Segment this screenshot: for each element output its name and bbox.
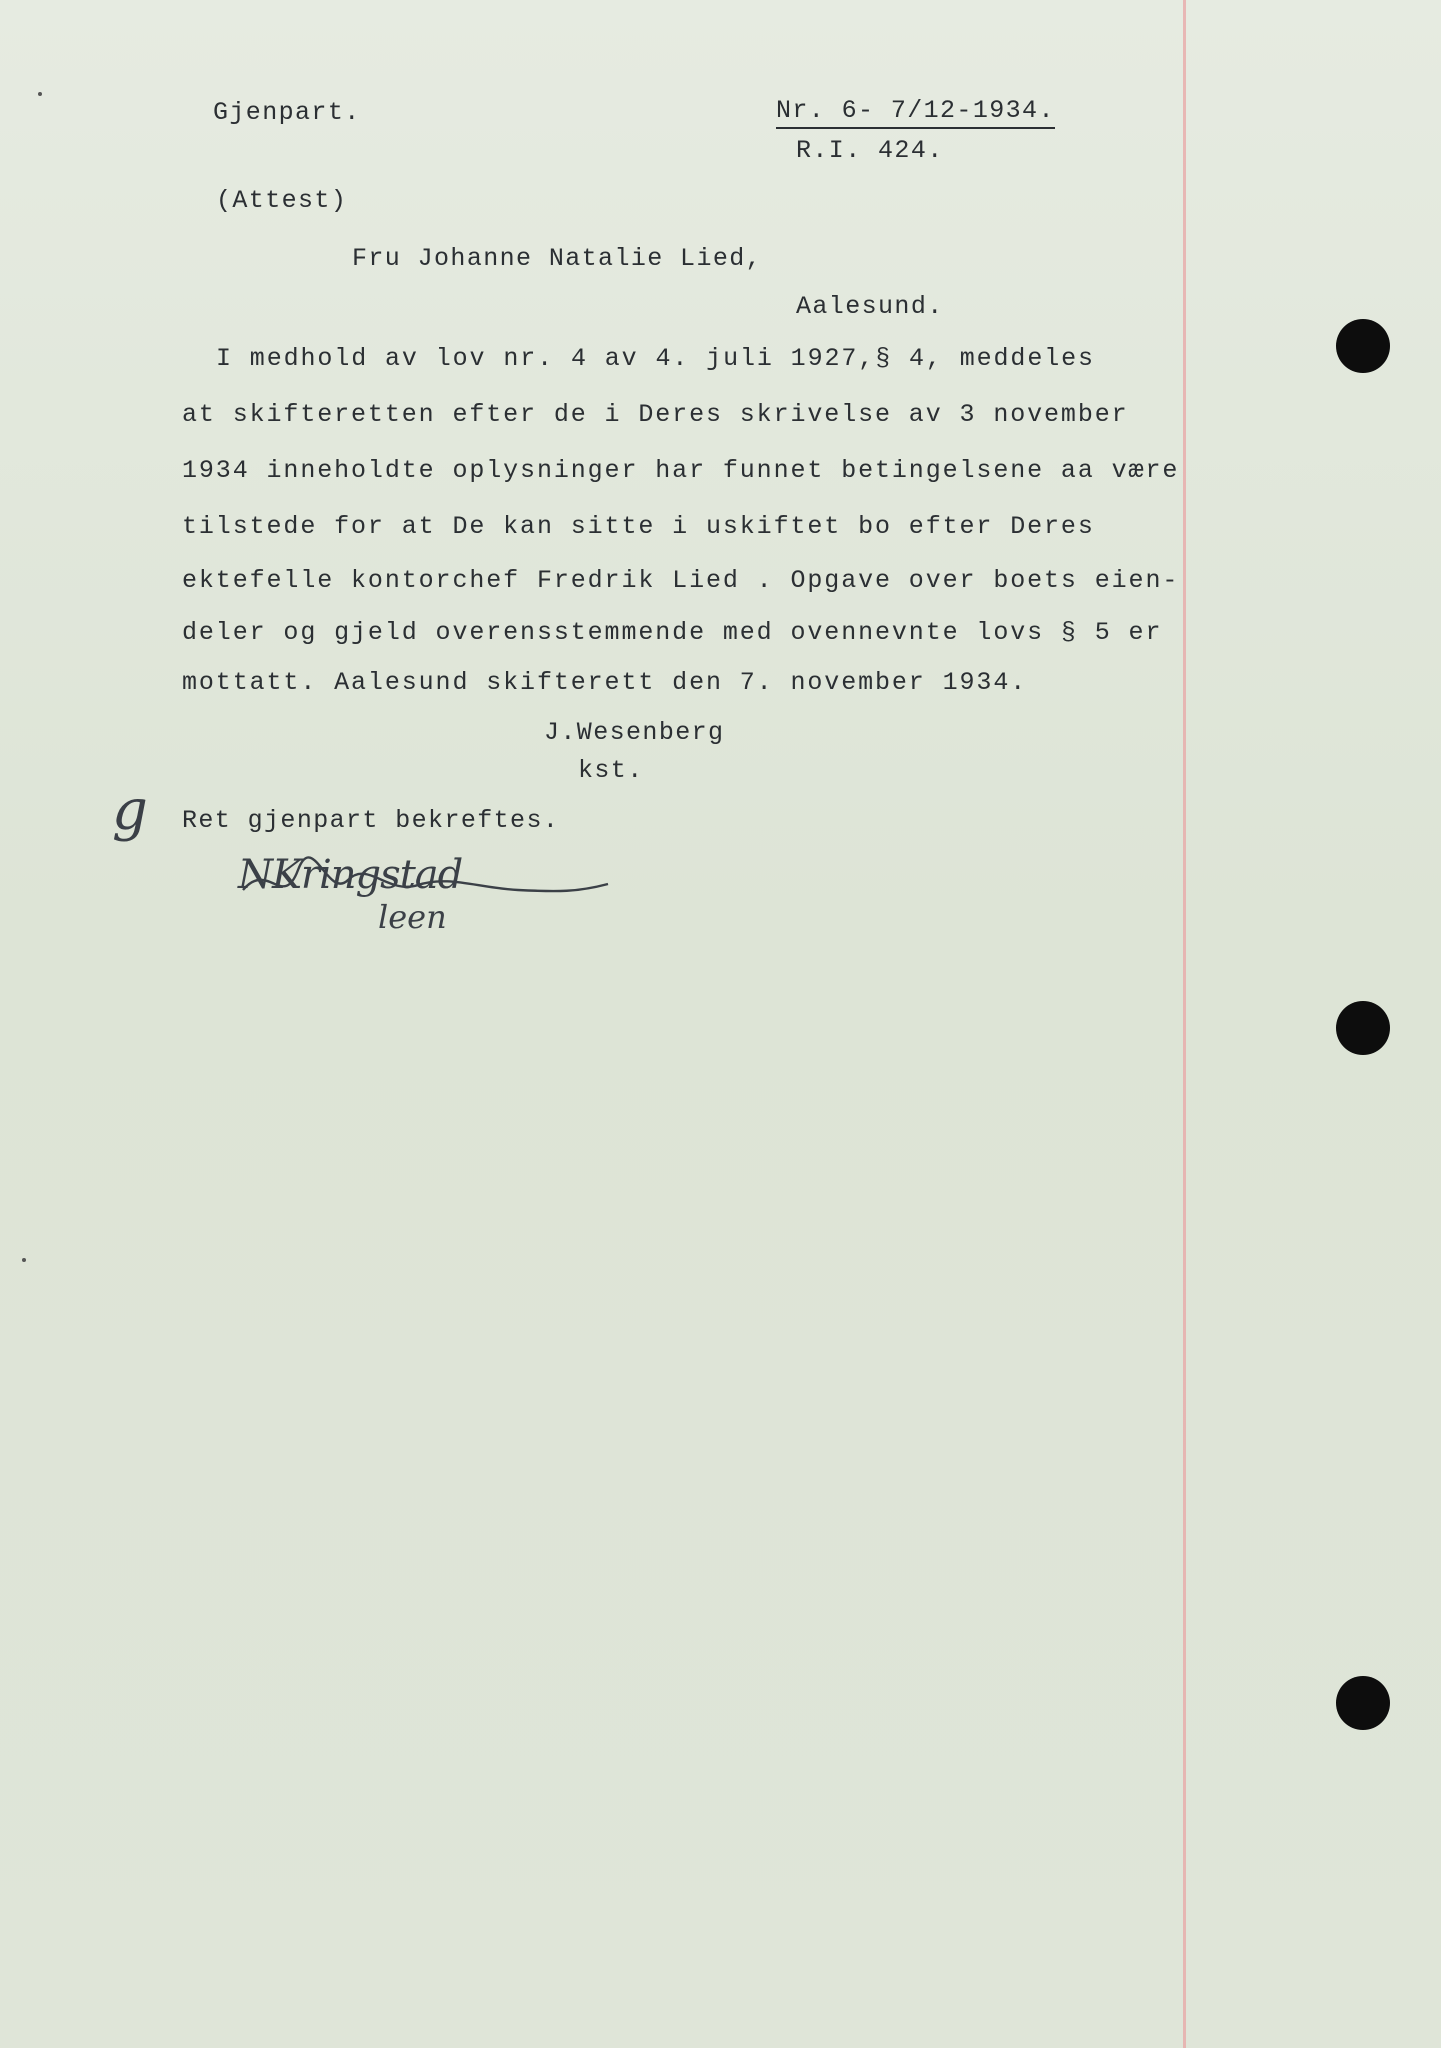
punch-hole-middle	[1336, 1001, 1390, 1055]
speck	[38, 92, 42, 96]
document-number: Nr. 6- 7/12-1934.	[776, 96, 1055, 129]
body-line: tilstede for at De kan sitte i uskiftet bo efter Deres	[182, 512, 1095, 541]
document-type: (Attest)	[216, 186, 348, 215]
punch-hole-top	[1336, 319, 1390, 373]
body-line: deler og gjeld overensstemmende med ovennevnte lovs § 5 er	[182, 618, 1163, 647]
speck	[22, 1258, 26, 1262]
signer-title: kst.	[578, 756, 644, 785]
body-line: ektefelle kontorchef Fredrik Lied . Opgave over boets eien-	[182, 566, 1180, 595]
body-line: I medhold av lov nr. 4 av 4. juli 1927,§ 4, meddeles	[216, 344, 1095, 373]
copy-label: Gjenpart.	[213, 98, 361, 127]
body-line: 1934 inneholdte oplysninger har funnet betingelsene aa være	[182, 456, 1180, 485]
handwritten-mark: g	[112, 778, 148, 843]
reference-number: R.I. 424.	[796, 136, 944, 165]
signature: NKringstad	[238, 852, 463, 898]
body-line: at skifteretten efter de i Deres skrivelse av 3 november	[182, 400, 1129, 429]
certification-text: Ret gjenpart bekreftes.	[182, 806, 560, 835]
margin-rule	[1183, 0, 1186, 2048]
addressee-city: Aalesund.	[796, 292, 944, 321]
body-line: mottatt. Aalesund skifterett den 7. november 1934.	[182, 668, 1028, 697]
punch-hole-bottom	[1336, 1676, 1390, 1730]
addressee: Fru Johanne Natalie Lied,	[352, 244, 763, 273]
signer-name: J.Wesenberg	[544, 718, 725, 747]
signature-title: leen	[378, 898, 447, 936]
